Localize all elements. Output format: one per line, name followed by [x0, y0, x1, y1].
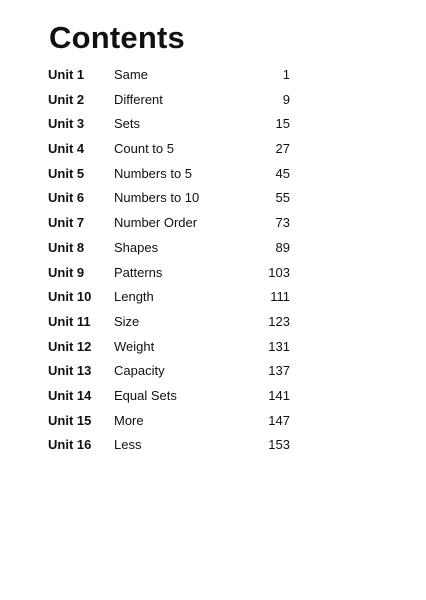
page-number: 89 [275, 239, 290, 255]
toc-row [48, 90, 290, 115]
page-number: 73 [275, 215, 290, 231]
page-number: 147 [268, 412, 290, 428]
unit-label: Unit 2 [48, 91, 85, 107]
page-number: 55 [275, 190, 290, 206]
page-number: 27 [275, 141, 290, 157]
table-of-contents [48, 65, 290, 460]
unit-topic: Length [114, 289, 154, 305]
unit-topic: Weight [114, 338, 155, 354]
unit-topic: Count to 5 [114, 141, 174, 157]
unit-label: Unit 8 [48, 239, 85, 255]
unit-topic: Sets [114, 116, 141, 132]
page-number: 15 [275, 116, 290, 132]
page-number: 1 [282, 67, 290, 82]
page-number: 123 [268, 313, 290, 329]
toc-row [48, 411, 290, 436]
unit-topic: Shapes [114, 239, 159, 255]
unit-label: Unit 11 [48, 313, 91, 329]
unit-topic: Numbers to 5 [114, 165, 193, 181]
unit-topic: Same [114, 67, 148, 82]
unit-topic: Equal Sets [114, 387, 177, 403]
unit-label: Unit 4 [48, 141, 85, 157]
unit-topic: Less [114, 437, 142, 453]
toc-row [48, 263, 290, 288]
page-number: 103 [268, 264, 290, 280]
unit-label: Unit 5 [48, 165, 85, 181]
page-number: 153 [268, 437, 290, 453]
unit-label: Unit 7 [48, 215, 85, 231]
unit-topic: Size [114, 313, 140, 329]
toc-row [48, 337, 290, 362]
unit-topic: Numbers to 10 [114, 190, 200, 206]
page-number: 9 [282, 91, 290, 107]
page-number: 141 [268, 387, 290, 403]
toc-row [48, 435, 290, 460]
unit-label: Unit 3 [48, 116, 85, 132]
page-number: 45 [275, 165, 290, 181]
toc-row [48, 238, 290, 263]
toc-row [48, 386, 290, 411]
unit-label: Unit 14 [48, 387, 92, 403]
unit-label: Unit 9 [48, 264, 85, 280]
unit-topic: More [114, 412, 144, 428]
toc-row [48, 361, 290, 386]
unit-label: Unit 15 [48, 412, 92, 428]
page-title: Contents [49, 20, 185, 55]
toc-row [48, 114, 290, 139]
unit-topic: Patterns [114, 264, 163, 280]
unit-label: Unit 6 [48, 190, 85, 206]
toc-row [48, 139, 290, 164]
toc-row [48, 287, 290, 312]
unit-label: Unit 10 [48, 289, 92, 305]
unit-label: Unit 12 [48, 338, 92, 354]
toc-row [48, 312, 290, 337]
unit-label: Unit 1 [48, 67, 85, 82]
unit-topic: Capacity [114, 363, 165, 379]
toc-row [48, 213, 290, 238]
unit-topic: Different [114, 91, 163, 107]
toc-row [48, 164, 290, 189]
unit-topic: Number Order [114, 215, 198, 231]
page-number: 111 [270, 289, 290, 305]
page-number: 131 [268, 338, 290, 354]
toc-row [48, 188, 290, 213]
unit-label: Unit 16 [48, 437, 92, 453]
toc-row [48, 65, 290, 90]
page-number: 137 [268, 363, 290, 379]
unit-label: Unit 13 [48, 363, 92, 379]
